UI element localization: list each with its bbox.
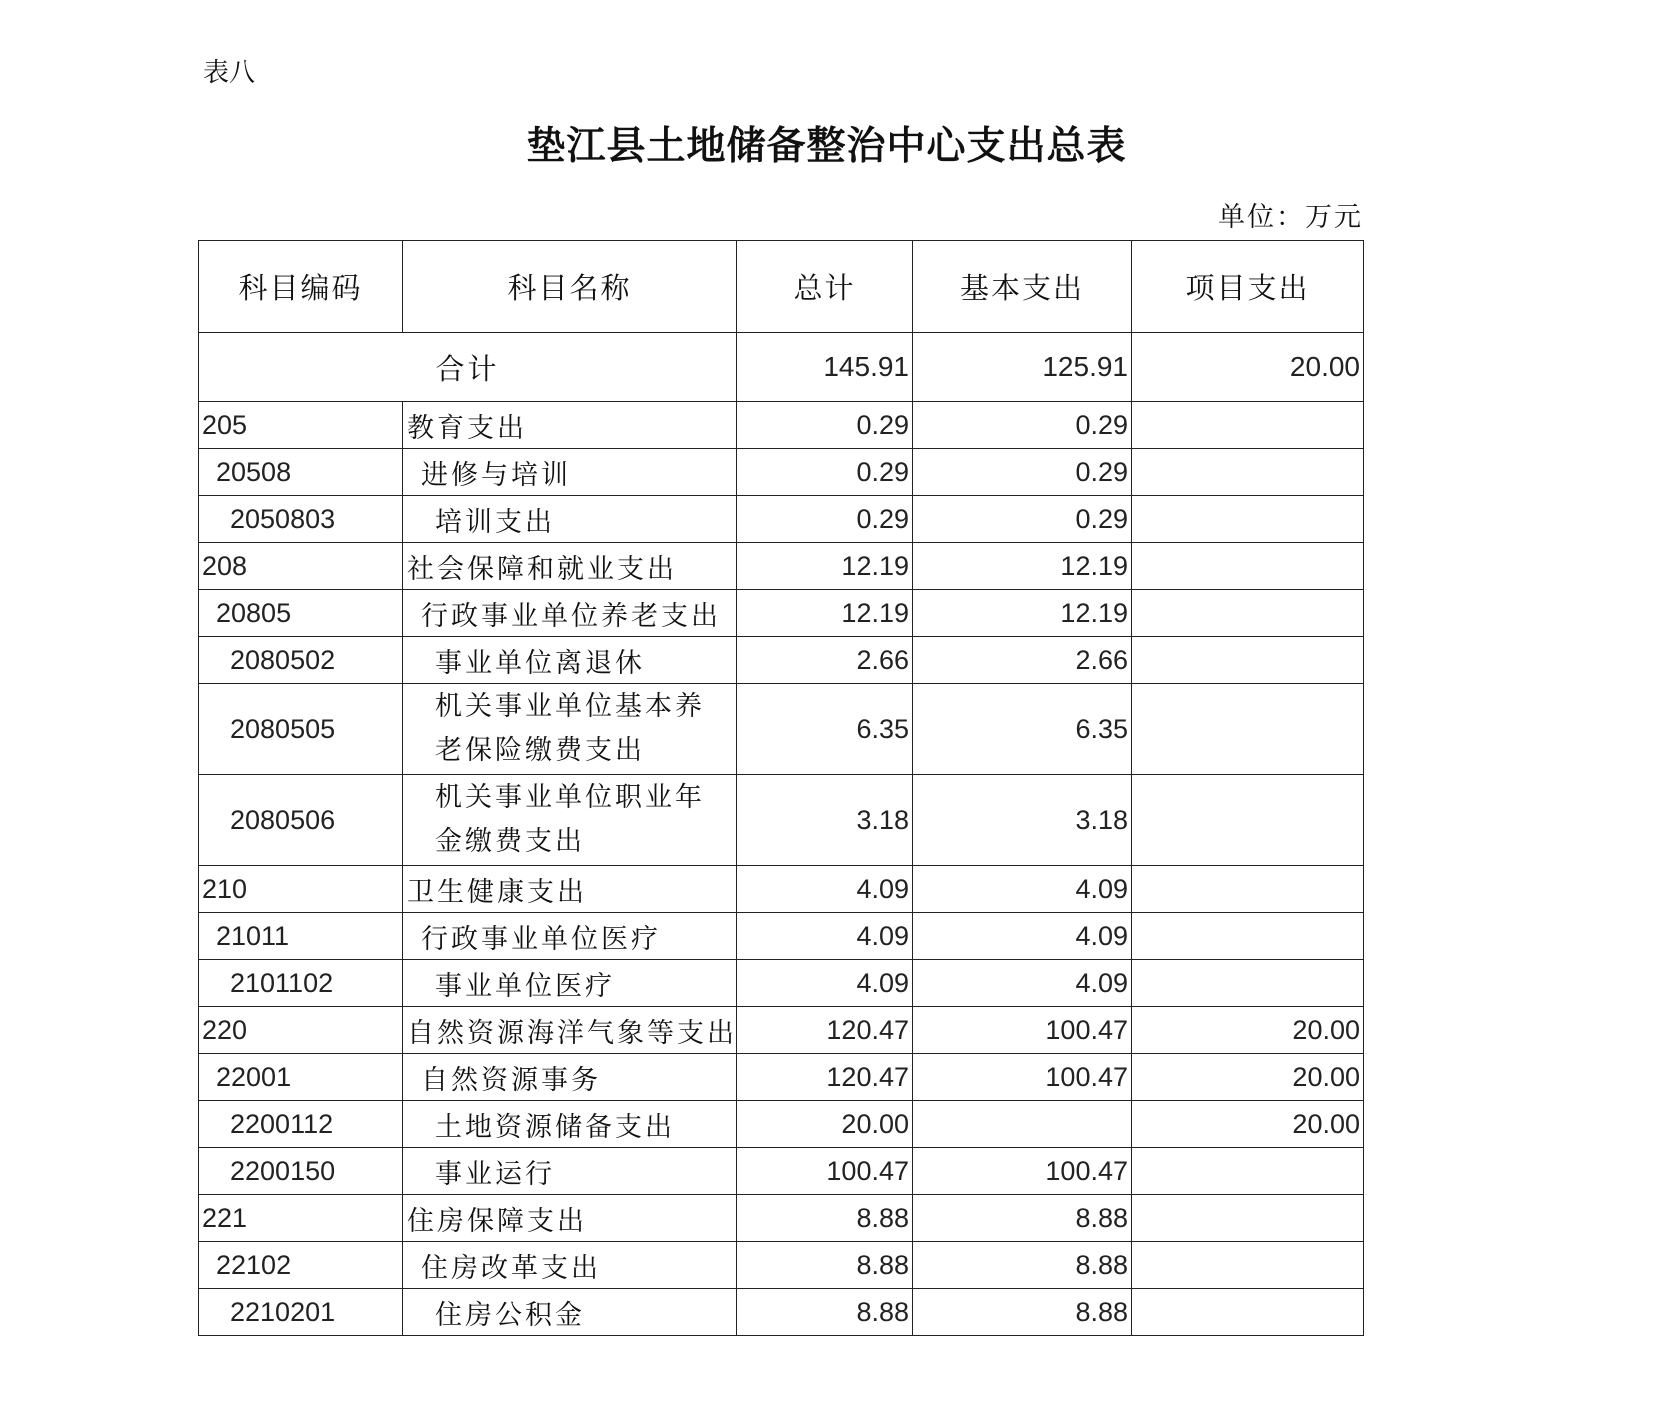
- subject-code: 22001: [199, 1054, 403, 1101]
- row-total: 6.35: [737, 684, 913, 775]
- row-project: [1132, 590, 1364, 637]
- subject-name: 住房公积金: [403, 1289, 737, 1336]
- table-row: [199, 1195, 1364, 1242]
- row-total: 4.09: [737, 913, 913, 960]
- row-basic: [913, 1101, 1132, 1148]
- subject-name: 机关事业单位基本养老保险缴费支出: [403, 684, 737, 775]
- row-basic: 100.47: [913, 1148, 1132, 1195]
- subject-name: 机关事业单位职业年金缴费支出: [403, 775, 737, 866]
- subject-name: 行政事业单位医疗: [403, 913, 737, 960]
- row-total: 4.09: [737, 960, 913, 1007]
- subject-name: 行政事业单位养老支出: [403, 590, 737, 637]
- row-project: [1132, 637, 1364, 684]
- subject-code: 2200150: [199, 1148, 403, 1195]
- subject-name: 进修与培训: [403, 449, 737, 496]
- row-total: 2.66: [737, 637, 913, 684]
- table-header-row: [199, 241, 1364, 333]
- subject-name: 事业单位离退休: [403, 637, 737, 684]
- row-project: [1132, 960, 1364, 1007]
- row-basic: 4.09: [913, 960, 1132, 1007]
- subject-code: 2210201: [199, 1289, 403, 1336]
- table-row: [199, 1242, 1364, 1289]
- row-total: 120.47: [737, 1007, 913, 1054]
- row-basic: 12.19: [913, 590, 1132, 637]
- row-project: [1132, 449, 1364, 496]
- table-row: [199, 1007, 1364, 1054]
- table-row: [199, 496, 1364, 543]
- row-total: 0.29: [737, 402, 913, 449]
- subject-code: 221: [199, 1195, 403, 1242]
- row-project: [1132, 1195, 1364, 1242]
- row-basic: 3.18: [913, 775, 1132, 866]
- subject-code: 220: [199, 1007, 403, 1054]
- total-label: 合计: [199, 333, 737, 402]
- subject-code: 21011: [199, 913, 403, 960]
- row-basic: 4.09: [913, 866, 1132, 913]
- row-basic: 0.29: [913, 402, 1132, 449]
- row-project: 20.00: [1132, 1054, 1364, 1101]
- header-project: 项目支出: [1132, 241, 1364, 333]
- table-row: [199, 1054, 1364, 1101]
- row-project: [1132, 496, 1364, 543]
- subject-name: 土地资源储备支出: [403, 1101, 737, 1148]
- table-row: [199, 449, 1364, 496]
- subject-code: 2050803: [199, 496, 403, 543]
- row-basic: 8.88: [913, 1195, 1132, 1242]
- subject-code: 2080502: [199, 637, 403, 684]
- row-total: 3.18: [737, 775, 913, 866]
- row-basic: 8.88: [913, 1289, 1132, 1336]
- subject-code: 208: [199, 543, 403, 590]
- subject-code: 2101102: [199, 960, 403, 1007]
- row-project: [1132, 402, 1364, 449]
- table-row: [199, 866, 1364, 913]
- subject-name: 自然资源事务: [403, 1054, 737, 1101]
- row-basic: 4.09: [913, 913, 1132, 960]
- header-name: 科目名称: [403, 241, 737, 333]
- table-row: [199, 1101, 1364, 1148]
- row-project: [1132, 775, 1364, 866]
- subject-name: 事业运行: [403, 1148, 737, 1195]
- subject-name: 事业单位医疗: [403, 960, 737, 1007]
- subject-code: 22102: [199, 1242, 403, 1289]
- table-row: [199, 684, 1364, 775]
- row-total: 0.29: [737, 496, 913, 543]
- subject-name: 卫生健康支出: [403, 866, 737, 913]
- row-basic: 8.88: [913, 1242, 1132, 1289]
- subject-name: 住房改革支出: [403, 1242, 737, 1289]
- row-project: [1132, 543, 1364, 590]
- subject-code: 2200112: [199, 1101, 403, 1148]
- row-project: [1132, 913, 1364, 960]
- table-row: [199, 590, 1364, 637]
- subject-code: 210: [199, 866, 403, 913]
- table-row: [199, 1148, 1364, 1195]
- subject-name: 社会保障和就业支出: [403, 543, 737, 590]
- subject-name: 教育支出: [403, 402, 737, 449]
- total-row: [199, 333, 1364, 402]
- row-project: [1132, 1242, 1364, 1289]
- table-row: [199, 402, 1364, 449]
- header-total: 总计: [737, 241, 913, 333]
- header-code: 科目编码: [199, 241, 403, 333]
- subject-name: 住房保障支出: [403, 1195, 737, 1242]
- row-project: [1132, 1289, 1364, 1336]
- row-project: 20.00: [1132, 1007, 1364, 1054]
- total-project: 20.00: [1132, 333, 1364, 402]
- expenditure-table: [198, 240, 1364, 1336]
- row-total: 8.88: [737, 1289, 913, 1336]
- row-total: 8.88: [737, 1242, 913, 1289]
- row-basic: 0.29: [913, 449, 1132, 496]
- row-total: 8.88: [737, 1195, 913, 1242]
- row-total: 20.00: [737, 1101, 913, 1148]
- table-tag: 表八: [203, 58, 256, 88]
- row-basic: 6.35: [913, 684, 1132, 775]
- unit-label: 单位：万元: [1218, 202, 1363, 233]
- subject-code: 205: [199, 402, 403, 449]
- row-total: 4.09: [737, 866, 913, 913]
- subject-code: 2080505: [199, 684, 403, 775]
- subject-name: 培训支出: [403, 496, 737, 543]
- table-row: [199, 913, 1364, 960]
- table-row: [199, 543, 1364, 590]
- row-basic: 12.19: [913, 543, 1132, 590]
- subject-name: 自然资源海洋气象等支出: [403, 1007, 737, 1054]
- row-total: 12.19: [737, 543, 913, 590]
- row-project: [1132, 1148, 1364, 1195]
- table-row: [199, 637, 1364, 684]
- total-amount: 145.91: [737, 333, 913, 402]
- total-basic: 125.91: [913, 333, 1132, 402]
- table-row: [199, 960, 1364, 1007]
- page-title: 垫江县土地储备整治中心支出总表: [526, 124, 1127, 169]
- row-total: 12.19: [737, 590, 913, 637]
- row-basic: 0.29: [913, 496, 1132, 543]
- header-basic: 基本支出: [913, 241, 1132, 333]
- row-total: 0.29: [737, 449, 913, 496]
- row-total: 120.47: [737, 1054, 913, 1101]
- row-basic: 2.66: [913, 637, 1132, 684]
- row-total: 100.47: [737, 1148, 913, 1195]
- table-row: [199, 775, 1364, 866]
- row-basic: 100.47: [913, 1054, 1132, 1101]
- table-row: [199, 1289, 1364, 1336]
- row-project: [1132, 866, 1364, 913]
- subject-code: 2080506: [199, 775, 403, 866]
- subject-code: 20508: [199, 449, 403, 496]
- row-basic: 100.47: [913, 1007, 1132, 1054]
- row-project: 20.00: [1132, 1101, 1364, 1148]
- row-project: [1132, 684, 1364, 775]
- subject-code: 20805: [199, 590, 403, 637]
